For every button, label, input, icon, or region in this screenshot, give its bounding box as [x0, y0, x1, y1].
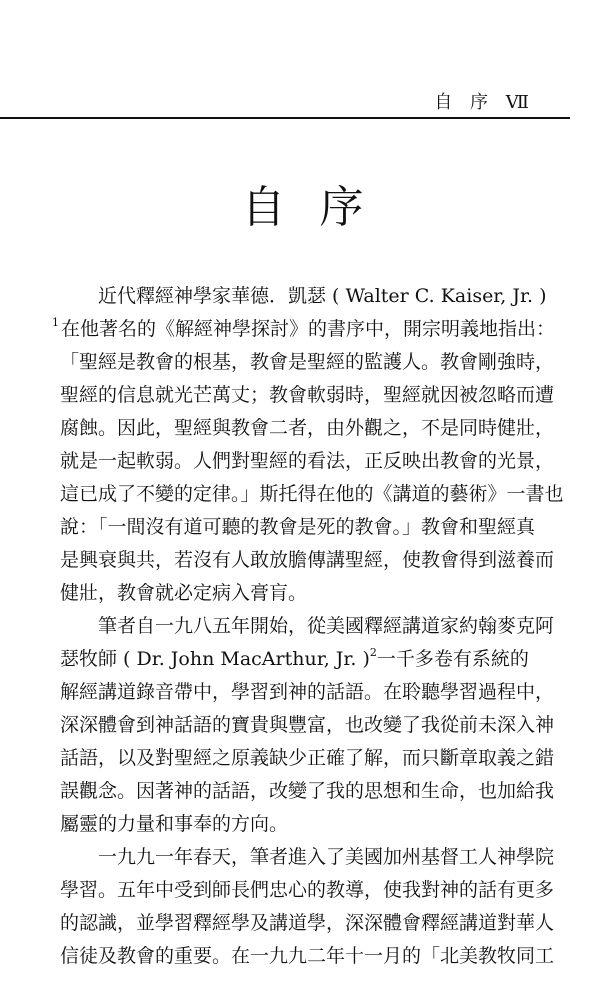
- text-line: [52, 313, 556, 346]
- text-line: 是興衰與共，若沒有人敢放膽傳講聖經，使教會得到滋養而: [60, 549, 555, 571]
- header-rule: [0, 117, 570, 119]
- text-line: 話語，以及對聖經之原義缺少正確了解，而只斷章取義之錯: [60, 747, 555, 769]
- footnote-mark: 1: [52, 316, 59, 329]
- text-line: 就是一起軟弱。人們對聖經的看法，正反映出教會的光景，: [60, 450, 555, 472]
- text-line-content: 一千多卷有系統的: [376, 648, 529, 670]
- text-line: 誤觀念。因著神的話語，改變了我的思想和生命，也加給我: [60, 780, 555, 802]
- text-line-content: 在他著名的《解經神學探討》的書序中，開宗明義地指出：: [61, 318, 556, 340]
- text-line: 筆者自一九八五年開始，從美國釋經講道家約翰麥克阿: [98, 615, 555, 637]
- chapter-title: 自序: [241, 182, 398, 233]
- text-line: 健壯，教會就必定病入膏肓。: [60, 582, 308, 604]
- text-line: 一九九一年春天，筆者進入了美國加州基督工人神學院: [98, 846, 555, 868]
- body-text: [52, 280, 564, 973]
- text-line: [60, 643, 550, 676]
- text-line: 聖經的信息就光芒萬丈；教會軟弱時，聖經就因被忽略而遭: [60, 384, 555, 406]
- text-line: 學習。五年中受到師長們忠心的教導，使我對神的話有更多: [60, 879, 555, 901]
- text-line: 深深體會到神話語的寶貴與豐富，也改變了我從前未深入神: [60, 714, 555, 736]
- text-line-content: 瑟牧師 ( Dr. John MacArthur, Jr. ): [60, 648, 370, 670]
- text-line: 近代釋經神學家華德．凱瑟 ( Walter C. Kaiser, Jr. ): [98, 285, 547, 307]
- text-line: 信徒及教會的重要。在一九九二年十一月的「北美教牧同工: [60, 945, 555, 967]
- text-line: 的認識，並學習釋經學及講道學，深深體會釋經講道對華人: [60, 912, 555, 934]
- text-line: 解經講道錄音帶中，學習到神的話語。在聆聽學習過程中，: [60, 681, 555, 703]
- text-line: 腐蝕。因此，聖經與教會二者，由外觀之，不是同時健壯，: [60, 417, 555, 439]
- running-head: 自 序 Ⅶ: [434, 92, 535, 113]
- text-line: 屬靈的力量和事奉的方向。: [60, 813, 289, 835]
- text-line: 這已成了不變的定律。」斯托得在他的《講道的藝術》一書也: [60, 483, 564, 505]
- text-line: 說：「一間沒有道可聽的教會是死的教會。」教會和聖經真: [60, 516, 536, 538]
- text-line: 「聖經是教會的根基，教會是聖經的監護人。教會剛強時，: [60, 351, 555, 373]
- footnote-mark: 2: [369, 646, 377, 659]
